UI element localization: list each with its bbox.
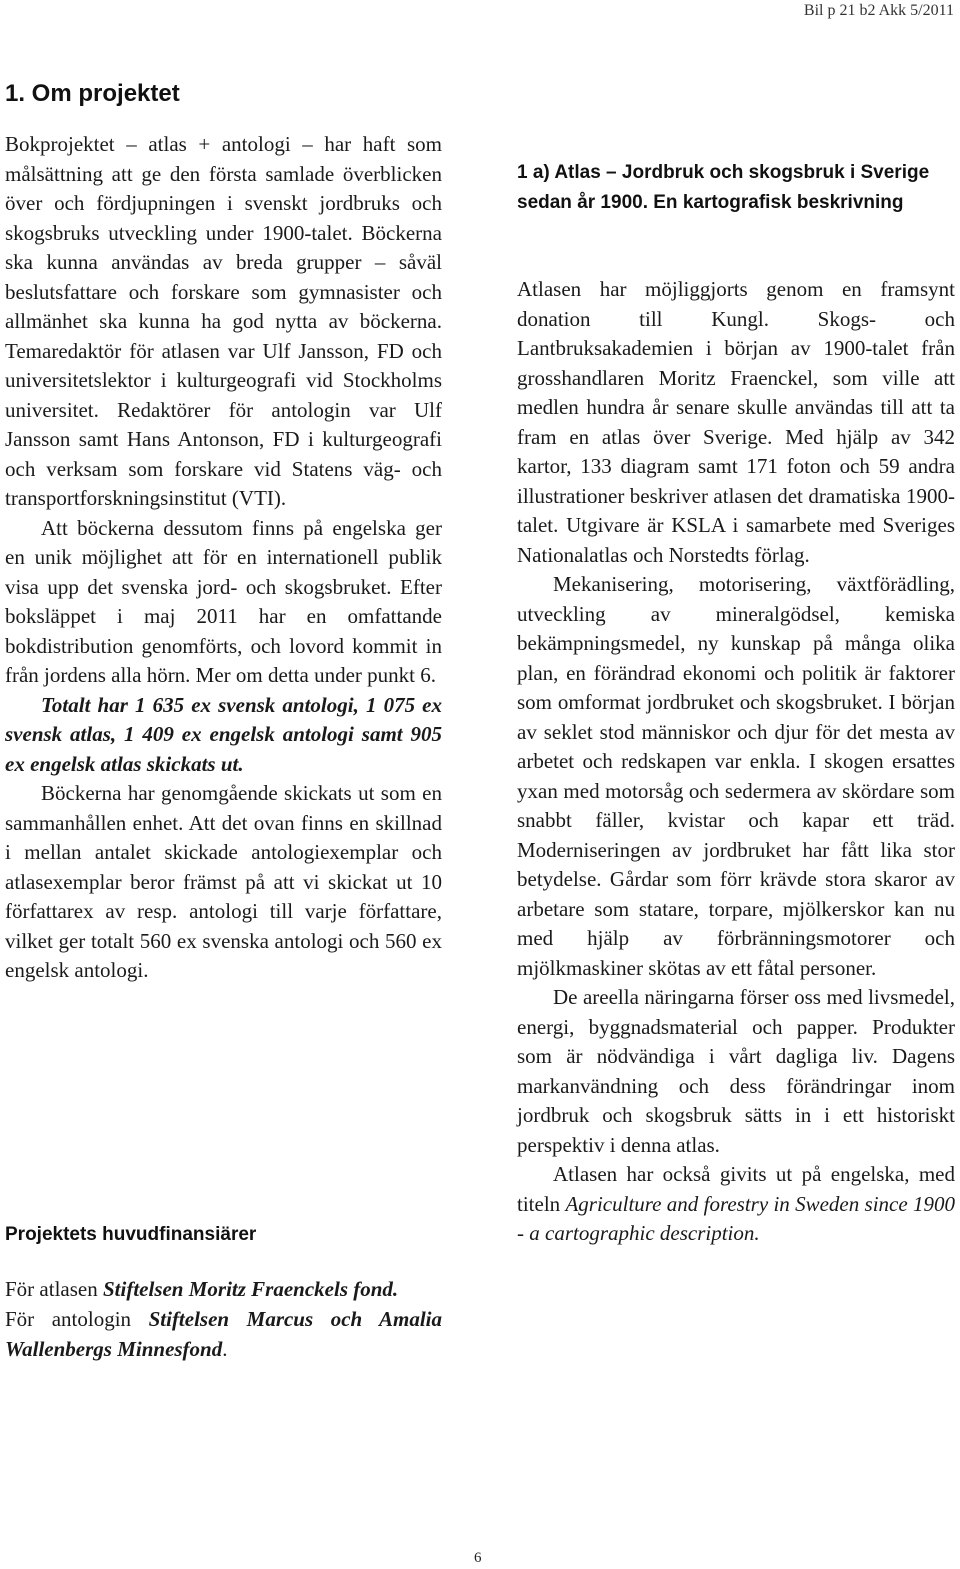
financier-atlas bbox=[5, 1274, 442, 1304]
financiers-list bbox=[5, 1274, 442, 1364]
distribution-paragraph: Böckerna har genomgående skickats ut som en sammanhållen enhet. Att det ovan finns en skillnad i mellan antalet skickade antologiexemplar och atlasexemplar beror främst på att vi skickat ut 10 författarex av resp. antologi till varje författare, vilket ger totalt 560 ex svenska antologi och 560 ex engelsk antologi. bbox=[5, 781, 442, 982]
modernization-paragraph: Mekanisering, motorisering, växtförädling, utveckling av mineralgödsel, kemiska bekämpningsmedel, ny kunskap på många olika plan, en förändrad ekonomi och politik är faktorer som omformat jordbruket och skogsbruket. I början av seklet stod människor och djur för det mesta av arbetet och redskapen var enkla. I skogen ersattes yxan med motorsåg och sedermera av skördare som snabbt fäller, kvistar och kapar ett träd. Moderniseringen av jordbruket har fått lika stor betydelse. Gårdar som förr krävde stora skaror av arbetare som statare, torpare, mjölkerskor kan nu med hjälp av förbränningsmotorer och mjölkmaskiner skötas av ett fåtal personer. bbox=[517, 572, 955, 980]
english-atlas-title: Agriculture and forestry in Sweden since 1900 - a cartographic description. bbox=[517, 1191, 955, 1245]
english-edition-paragraph: Att böckerna dessutom finns på engelska ger en unik möjlighet att för en internationell publik visa upp det svenska jord- och skogsbruket. Efter boksläppet i maj 2011 har en omfattande bokdistribution genomförts, och lovord kommit in från jordens alla hörn. Mer om detta under punkt 6. bbox=[5, 515, 442, 687]
financier-anthology bbox=[5, 1304, 442, 1364]
financier-anthology-name: Stiftelsen Marcus och Amalia Wallenbergs Minnesfond bbox=[5, 1307, 442, 1361]
left-body bbox=[5, 130, 442, 986]
financier-atlas-name: Stiftelsen Moritz Fraenckels fond. bbox=[102, 1277, 399, 1301]
atlas-intro-paragraph: Atlasen har möjliggjorts genom en framsynt donation till Kungl. Skogs- och Lantbruksakademien i början av 1900-talet från grosshandlaren Moritz Fraenckel, som ville att medlen hundra år senare skulle användas till att ta fram en atlas över Sverige. Med hjälp av 342 kartor, 133 diagram samt 171 foton och 59 andra illustrationer beskriver atlasen det dramatiska 1900-talet. Utgivare är KSLA i samarbete med Sveriges Nationalatlas och Norstedts förlag. bbox=[517, 277, 955, 567]
left-column bbox=[5, 0, 442, 1540]
distribution-totals: Totalt har 1 635 ex svensk antologi, 1 075 ex svensk atlas, 1 409 ex engelsk antologi samt 905 ex engelsk atlas skickats ut. bbox=[5, 692, 442, 776]
financier-atlas-prefix: För atlasen bbox=[5, 1277, 103, 1301]
document-reference: Bil p 21 b2 Akk 5/2011 bbox=[803, 2, 954, 19]
right-column bbox=[517, 0, 955, 1540]
page-number: 6 bbox=[474, 1550, 482, 1566]
land-use-paragraph: De areella näringarna förser oss med livsmedel, energi, byggnadsmaterial och papper. Produkter som är nödvändiga i vårt dagliga liv. Dagens markanvändning och dess förändringar inom jordbruk och skogsbruk sätts in i ett historiskt perspektiv i denna atlas. bbox=[517, 985, 955, 1157]
right-body bbox=[517, 275, 955, 1249]
atlas-heading: 1 a) Atlas – Jordbruk och skogsbruk i Sverige sedan år 1900. En kartografisk beskrivning bbox=[517, 162, 930, 213]
section-title: 1. Om projektet bbox=[5, 80, 180, 107]
english-atlas-paragraph bbox=[517, 1160, 955, 1249]
english-atlas-prefix: Atlasen har också givits ut på engelska, med titeln bbox=[517, 1162, 955, 1216]
intro-paragraph: Bokprojektet – atlas + antologi – har haft som målsättning att ge den första samlade överblicken över och fördjupningen i svenskt jordbruks och skogsbruks utveckling under 1900-talet. Böckerna ska kunna användas av breda grupper – såväl beslutsfattare och forskare som gymnasister och allmänhet ska kunna ha god nytta av böckerna. Temaredaktör för atlasen var Ulf Jansson, FD och universitetslektor i kulturgeografi vid Stockholms universitet. Redaktörer för antologin var Ulf Jansson samt Hans Antonson, FD i kulturgeografi och verksam som forskare vid Statens väg- och transportforskningsinstitut (VTI). bbox=[5, 132, 442, 510]
financier-anthology-prefix: För antologin bbox=[5, 1307, 149, 1331]
financier-anthology-suffix: . bbox=[222, 1337, 228, 1361]
financiers-heading: Projektets huvudfinansiärer bbox=[5, 1224, 257, 1245]
